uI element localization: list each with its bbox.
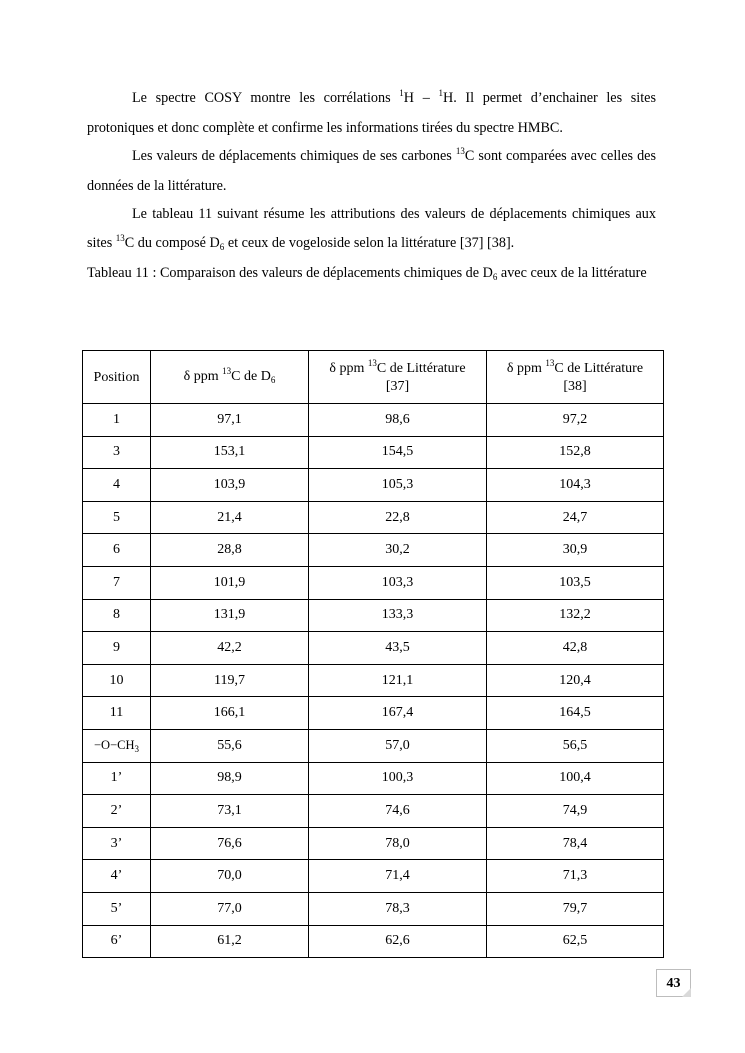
cell-lit37: 74,6 (309, 795, 487, 828)
paragraph-table-summary: Le tableau 11 suivant résume les attributions des valeurs de déplacements chimiques aux sites $^{13}$C du composé $D_6$ et ceux de vogeloside selon la littérature [37] [38]. (87, 206, 656, 252)
cell-lit37: 43,5 (309, 632, 487, 665)
table-row (83, 534, 664, 567)
cell-position: 1’ (83, 762, 151, 795)
cell-d6: 153,1 (151, 436, 309, 469)
cell-lit38: 132,2 (487, 599, 664, 632)
cell-position: 10 (83, 664, 151, 697)
cell-lit37: 105,3 (309, 469, 487, 502)
cell-lit38: 62,5 (487, 925, 664, 958)
cell-lit37: 62,6 (309, 925, 487, 958)
table-row (83, 501, 664, 534)
table-row (83, 566, 664, 599)
cell-position: 8 (83, 599, 151, 632)
cell-position: 9 (83, 632, 151, 665)
cell-d6: 28,8 (151, 534, 309, 567)
cell-lit38: 24,7 (487, 501, 664, 534)
cell-lit37: 103,3 (309, 566, 487, 599)
cell-lit38: 78,4 (487, 827, 664, 860)
table-row (83, 664, 664, 697)
table-row (83, 599, 664, 632)
cell-position: 5’ (83, 892, 151, 925)
cell-d6: 55,6 (151, 729, 309, 762)
cell-lit38: 42,8 (487, 632, 664, 665)
cell-position: 1 (83, 404, 151, 437)
cell-lit37: 22,8 (309, 501, 487, 534)
cell-position: 11 (83, 697, 151, 730)
cell-d6: 76,6 (151, 827, 309, 860)
cell-d6: 98,9 (151, 762, 309, 795)
paragraph-carbon-values: Les valeurs de déplacements chimiques de ses carbones $^{13}$C sont comparées avec celles des données de la littérature. (87, 146, 656, 194)
cell-lit38: 100,4 (487, 762, 664, 795)
table-caption: Tableau 11 : Comparaison des valeurs de déplacements chimiques de $D_6$ avec ceux de la littérature (87, 265, 647, 282)
cell-lit38: 74,9 (487, 795, 664, 828)
cell-lit37: 30,2 (309, 534, 487, 567)
cell-position: 4 (83, 469, 151, 502)
cell-lit37: 57,0 (309, 729, 487, 762)
cell-lit38: 152,8 (487, 436, 664, 469)
cell-lit37: 167,4 (309, 697, 487, 730)
table-row (83, 762, 664, 795)
cell-d6: 70,0 (151, 860, 309, 893)
cell-position: 4’ (83, 860, 151, 893)
cell-lit38: 30,9 (487, 534, 664, 567)
cell-lit38: 79,7 (487, 892, 664, 925)
cell-lit37: 78,3 (309, 892, 487, 925)
cell-lit38: 71,3 (487, 860, 664, 893)
header-d6: δ ppm $^{13}$C de $D_6$ (151, 351, 309, 404)
cell-lit38: 56,5 (487, 729, 664, 762)
cell-d6: 119,7 (151, 664, 309, 697)
cell-d6: 42,2 (151, 632, 309, 665)
cell-lit38: 164,5 (487, 697, 664, 730)
header-literature-37: δ ppm $^{13}$C de Littérature [37] (309, 351, 487, 404)
paragraph-cosy: Le spectre COSY montre les corrélations $^1$H – $^1$H. Il permet d’enchainer les sites protoniques et donc complète et confirme les informations tirées du spectre HMBC. (87, 88, 657, 136)
table-row (83, 795, 664, 828)
table-row (83, 469, 664, 502)
cell-d6: 97,1 (151, 404, 309, 437)
cell-lit37: 100,3 (309, 762, 487, 795)
cell-position: 3’ (83, 827, 151, 860)
cell-d6: 73,1 (151, 795, 309, 828)
cell-d6: 77,0 (151, 892, 309, 925)
cell-position: 3 (83, 436, 151, 469)
cell-lit37: 121,1 (309, 664, 487, 697)
shift-comparison-table (82, 350, 664, 958)
cell-lit37: 133,3 (309, 599, 487, 632)
cell-d6: 131,9 (151, 599, 309, 632)
cell-lit37: 98,6 (309, 404, 487, 437)
cell-position: 6 (83, 534, 151, 567)
cell-lit38: 97,2 (487, 404, 664, 437)
cell-d6: 103,9 (151, 469, 309, 502)
cell-d6: 21,4 (151, 501, 309, 534)
table-row (83, 860, 664, 893)
cell-lit38: 104,3 (487, 469, 664, 502)
table-header-row (83, 351, 664, 404)
header-literature-38: δ ppm $^{13}$C de Littérature [38] (487, 351, 664, 404)
cell-d6: 166,1 (151, 697, 309, 730)
cell-lit38: 120,4 (487, 664, 664, 697)
cell-position: 2’ (83, 795, 151, 828)
cell-lit37: 78,0 (309, 827, 487, 860)
table-row (83, 404, 664, 437)
table-row (83, 892, 664, 925)
cell-position: 7 (83, 566, 151, 599)
cell-position: 5 (83, 501, 151, 534)
table-row (83, 925, 664, 958)
table-row (83, 436, 664, 469)
page-number: 43 (656, 969, 691, 997)
cell-d6: 61,2 (151, 925, 309, 958)
cell-position: $-O-CH_3$ (83, 729, 151, 762)
table-row (83, 632, 664, 665)
cell-lit38: 103,5 (487, 566, 664, 599)
table-row (83, 827, 664, 860)
cell-lit37: 71,4 (309, 860, 487, 893)
cell-lit37: 154,5 (309, 436, 487, 469)
table-row (83, 697, 664, 730)
header-position: Position (83, 351, 151, 404)
cell-d6: 101,9 (151, 566, 309, 599)
table-row (83, 729, 664, 762)
cell-position: 6’ (83, 925, 151, 958)
